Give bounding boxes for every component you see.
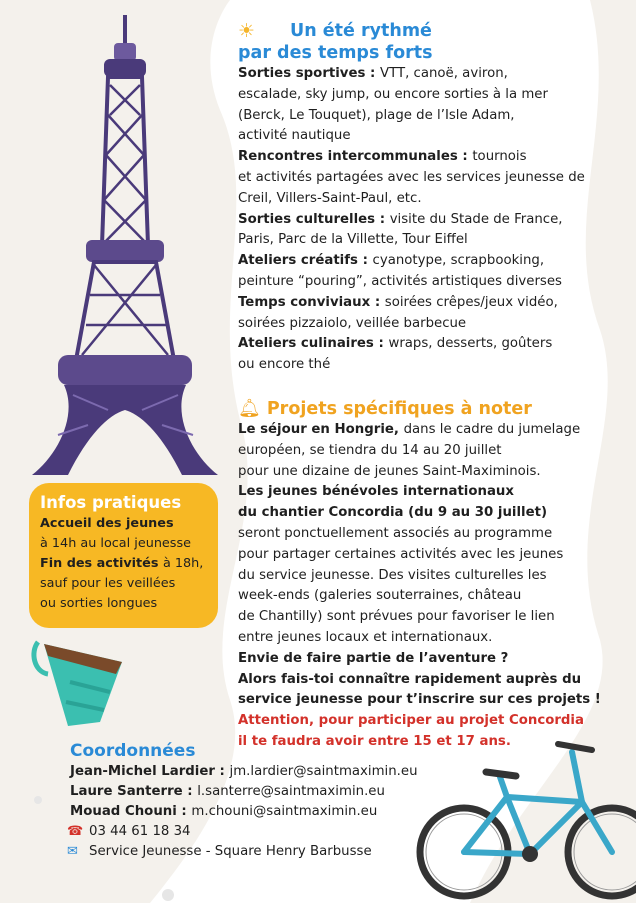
phone-line (67, 822, 430, 842)
text: à 14h au local jeunesse (40, 536, 192, 551)
warning-text: il te faudra avoir entre 15 et 17 ans. (238, 733, 511, 749)
section1-line (238, 126, 628, 147)
text: (Berck, Le Touquet), plage de l’Isle Adam, (238, 107, 515, 123)
section2-line (238, 503, 628, 524)
bicycle-illustration (412, 722, 636, 903)
bold-text: service jeunesse pour t’inscrire sur ces projets ! (238, 692, 601, 708)
section1-line (238, 230, 628, 251)
text: dans le cadre du jumelage (403, 422, 581, 437)
contact-email[interactable]: jm.lardier@saintmaximin.eu (229, 764, 418, 779)
text: et activités partagées avec les services jeunesse de (238, 169, 585, 185)
text: week-ends (galeries souterraines, château (238, 588, 522, 604)
contact-name: Laure Santerre : (70, 784, 198, 799)
mailbox-icon: ✉ (67, 844, 78, 859)
address-line (67, 842, 430, 862)
text: européen, se tiendra du 14 au 20 juillet (238, 442, 502, 458)
section1-line (238, 293, 628, 314)
bold-text: Alors fais-toi connaître rapidement auprès du (238, 671, 582, 687)
text: Creil, Villers-Saint-Paul, etc. (238, 190, 422, 206)
section1-title-line2: par des temps forts (238, 43, 433, 63)
section2-line (238, 586, 628, 607)
section1-line (238, 189, 628, 210)
infos-title: Infos pratiques (40, 493, 182, 512)
text: cyanotype, scrapbooking, (372, 253, 545, 269)
contact-line (70, 762, 430, 782)
text: peinture “pouring”, activités artistiques diverses (238, 273, 562, 289)
section2-line (238, 607, 628, 628)
bold-text: Le séjour en Hongrie, (238, 422, 404, 437)
phone-icon: ☎ (67, 824, 84, 839)
bold-text: Envie de faire partie de l’aventure ? (238, 650, 509, 666)
section2-line (238, 628, 628, 649)
contact-email[interactable]: m.chouni@saintmaximin.eu (191, 804, 378, 819)
section1-line (238, 314, 628, 335)
section1-line (238, 355, 628, 376)
text: VTT, canoë, aviron, (379, 66, 508, 81)
section1-line (238, 106, 628, 127)
section1-line (238, 251, 628, 272)
text: soirées crêpes/jeux vidéo, (384, 294, 558, 310)
text: Paris, Parc de la Villette, Tour Eiffel (238, 232, 468, 248)
infos-line (40, 594, 218, 614)
section2-line (238, 670, 628, 691)
coordonnees-title: Coordonnées (70, 741, 196, 761)
text: tournois (472, 149, 527, 165)
section2-body (238, 420, 628, 753)
bold-text: Ateliers créatifs : (238, 253, 373, 269)
text: du service jeunesse. Des visites culturelles les (238, 567, 547, 583)
text: seront ponctuellement associés au programme (238, 525, 553, 541)
section1-line (238, 64, 628, 85)
section2-line (238, 420, 628, 441)
section2-line (238, 545, 628, 566)
text: escalade, sky jump, ou encore sorties à la mer (238, 86, 548, 102)
text: pour partager certaines activités avec les jeunes (238, 546, 564, 562)
eiffel-tower-illustration (28, 15, 223, 480)
contact-line (70, 782, 430, 802)
section2-title: Projets spécifiques à noter (266, 399, 532, 419)
contact-name: Mouad Chouni : (70, 804, 192, 819)
infos-line (40, 554, 218, 574)
bold-text: Ateliers culinaires : (238, 336, 389, 352)
infos-line (40, 534, 218, 554)
text: entre jeunes locaux et internationaux. (238, 629, 493, 645)
infos-line (40, 514, 218, 534)
section2-line (238, 566, 628, 587)
infos-body (40, 514, 218, 614)
coordonnees-section (67, 740, 430, 862)
infos-pratiques-box (29, 483, 218, 628)
bold-text: Sorties culturelles : (238, 211, 390, 227)
text: wraps, desserts, goûters (388, 336, 553, 352)
section1-body (238, 64, 628, 376)
section-ete-rythme (238, 20, 628, 376)
section2-line (238, 524, 628, 545)
bold-text: Rencontres intercommunales : (238, 149, 473, 165)
mug-illustration (30, 622, 130, 732)
section1-line (238, 334, 628, 355)
text: sauf pour les veillées (40, 576, 176, 591)
bold-text: Accueil des jeunes (40, 516, 174, 531)
text: soirées pizzaiolo, veillée barbecue (238, 315, 467, 331)
bold-text: Les jeunes bénévoles internationaux (238, 484, 514, 500)
warning-text: Attention, pour participer au projet Concordia (238, 713, 584, 729)
text: ou sorties longues (40, 596, 158, 611)
section1-line (238, 147, 628, 168)
bold-text: Sorties sportives : (238, 66, 380, 81)
sun-icon: ☀ (238, 20, 256, 42)
text: à 18h, (162, 556, 204, 571)
section1-line (238, 85, 628, 106)
section-projets-specifiques (238, 398, 628, 753)
text: activité nautique (238, 128, 351, 144)
infos-line (40, 574, 218, 594)
text: pour une dizaine de jeunes Saint-Maximinois. (238, 463, 541, 479)
section1-line (238, 272, 628, 293)
bold-text: Fin des activités (40, 556, 163, 571)
text: ou encore thé (238, 357, 331, 373)
section2-line (238, 482, 628, 503)
section1-line (238, 168, 628, 189)
section2-line (238, 441, 628, 462)
text: visite du Stade de France, (389, 211, 563, 227)
contact-email[interactable]: l.santerre@saintmaximin.eu (197, 784, 385, 799)
contact-line (70, 802, 430, 822)
section1-line (238, 210, 628, 231)
text: de Chantilly) sont prévues pour favoriser le lien (238, 609, 555, 625)
section2-line (238, 462, 628, 483)
section2-line (238, 649, 628, 670)
bold-text: du chantier Concordia (du 9 au 30 juillet) (238, 505, 548, 521)
phone-number[interactable]: 03 44 61 18 34 (89, 824, 191, 839)
address-text: Service Jeunesse - Square Henry Barbusse (89, 844, 372, 859)
bold-text: Temps conviviaux : (238, 294, 385, 310)
bell-icon: 🔔︎ (238, 398, 261, 419)
contact-name: Jean-Michel Lardier : (70, 764, 230, 779)
section2-line (238, 690, 628, 711)
coordonnees-body (67, 762, 430, 862)
section1-title-line1: Un été rythmé (290, 21, 432, 41)
